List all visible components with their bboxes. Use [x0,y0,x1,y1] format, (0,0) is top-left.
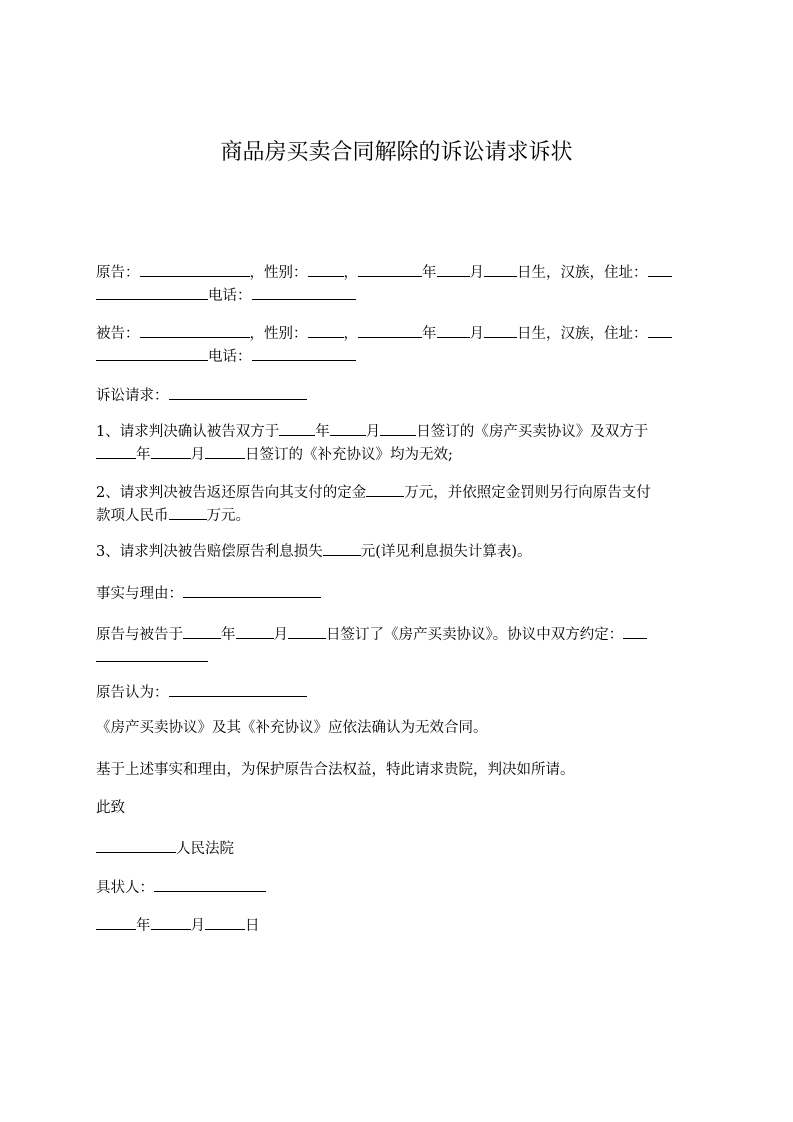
plaintiff-gender-blank [308,261,344,277]
facts-day-blank [288,623,326,639]
defendant-line-1: 被告： ，性别： ， 年 月 日生，汉族，住址： [96,322,706,345]
plaintiff-address-blank [648,261,672,277]
plaintiff-birth-month-blank [437,261,470,277]
defendant-address-blank [648,322,672,338]
claim-2-line-1: 2、请求判决被告返还原告向其支付的定金 万元，并依照定金罚则另行向原告支付 [96,481,706,504]
claim-3-interest-blank [323,540,361,556]
facts-blank [183,582,321,598]
claims-blank [169,384,307,400]
date-day-blank [205,914,245,930]
facts-agreement-blank [623,623,647,639]
claim-1-day2-blank [205,443,245,459]
plaintiff-line-1: 原告： ，性别： ， 年 月 日生，汉族，住址： [96,261,706,284]
claim-2-amount-blank [169,504,207,520]
signer-blank [154,876,266,892]
defendant-line-2: 电话： [96,345,706,368]
signer-line: 具状人： [96,876,706,899]
claim-2-line-2: 款项人民币 万元。 [96,504,706,527]
facts-agreement-blank-2 [96,646,208,662]
plaintiff-phone-blank [252,284,356,300]
plaintiff-name-blank [140,261,250,277]
court-name-blank [96,837,176,853]
plaintiff-line-2: 电话： [96,284,706,307]
opinion-blank [169,681,307,697]
defendant-gender-blank [308,322,344,338]
date-month-blank [151,914,191,930]
plaintiff-address-blank-2 [96,284,208,300]
defendant-birth-day-blank [484,322,517,338]
date-line: 年 月 日 [96,914,706,937]
claims-heading: 诉讼请求： [96,384,706,407]
defendant-label: 被告： [96,326,140,342]
opinion-text: 《房产买卖协议》及其《补充协议》应依法确认为无效合同。 [96,720,488,736]
defendant-address-blank-2 [96,345,208,361]
facts-line-2 [96,646,706,669]
facts-heading: 事实与理由： [96,582,706,605]
conclusion-text: 基于上述事实和理由，为保护原告合法权益，特此请求贵院，判决如所请。 [96,762,575,778]
defendant-phone-blank [252,345,356,361]
claim-1-year-blank [279,420,315,436]
claim-1-line-2: 年 月 日签订的《补充协议》均为无效; [96,443,706,466]
claim-1-day-blank [380,420,416,436]
plaintiff-label: 原告： [96,265,140,281]
claim-1-month-blank [330,420,366,436]
claim-1-year2-blank [96,443,136,459]
court-line: 人民法院 [96,837,706,860]
opinion-heading: 原告认为： [96,681,706,704]
defendant-birth-month-blank [437,322,470,338]
plaintiff-birth-year-blank [358,261,422,277]
claim-1-month2-blank [151,443,191,459]
claim-1-line-1: 1、请求判决确认被告双方于 年 月 日签订的《房产买卖协议》及双方于 [96,420,706,443]
defendant-birth-year-blank [358,322,422,338]
facts-year-blank [183,623,221,639]
document-title: 商品房买卖合同解除的诉讼请求诉状 [220,140,573,165]
claim-2-deposit-blank [366,481,404,497]
facts-month-blank [236,623,274,639]
facts-line-1: 原告与被告于 年 月 日签订了《房产买卖协议》。协议中双方约定： [96,623,706,646]
regards-text: 此致 [96,800,125,816]
claim-3: 3、请求判决被告赔偿原告利息损失 元(详见利息损失计算表)。 [96,540,706,563]
date-year-blank [96,914,136,930]
plaintiff-birth-day-blank [484,261,517,277]
defendant-name-blank [140,322,250,338]
